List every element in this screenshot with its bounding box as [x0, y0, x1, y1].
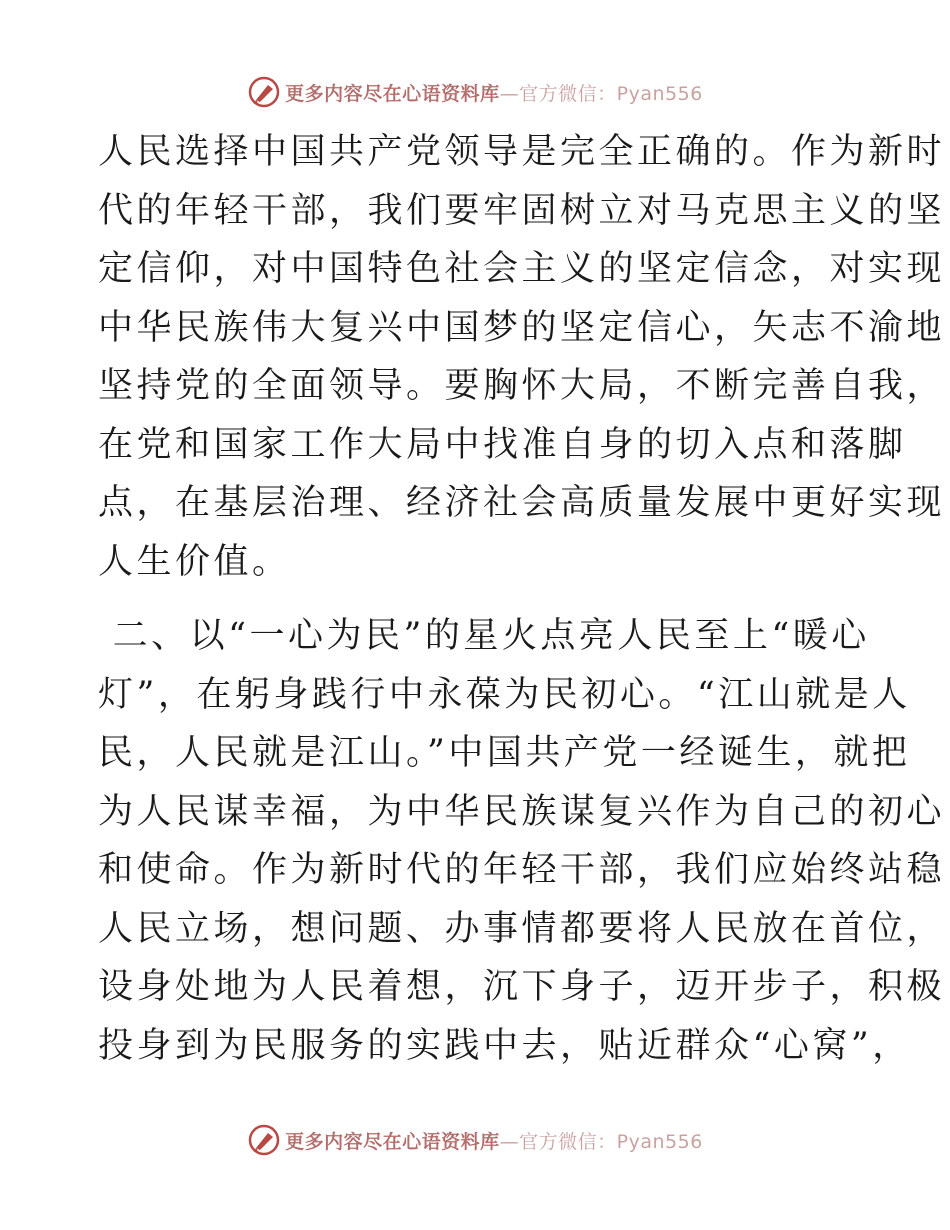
text-line: 人民选择中国共产党领导是完全正确的。作为新时 — [98, 132, 946, 172]
banner-text — [285, 79, 703, 106]
header-banner — [0, 72, 950, 112]
text-line: 代的年轻干部，我们要牢固树立对马克思主义的坚 — [98, 190, 946, 231]
text-line: 投身到为民服务的实践中去，贴近群众“心窝”， — [98, 1025, 911, 1066]
text-line: 坚持党的全面领导。要胸怀大局，不断完善自我， — [98, 366, 946, 406]
text-line: 在党和国家工作大局中找准自身的切入点和落脚 — [98, 424, 907, 465]
banner-lead: 更多内容尽在心语资料库 — [285, 82, 500, 105]
text-line: 二、以“一心为民”的星火点亮人民至上“暖心 — [98, 616, 870, 656]
paragraph-2 — [98, 607, 946, 1075]
text-line: 民，人民就是江山。”中国共产党一经诞生，就把 — [98, 733, 911, 773]
text-line: 中华民族伟大复兴中国梦的坚定信心，矢志不渝地 — [98, 307, 946, 348]
text-line: 设身处地为人民着想，沉下身子，迈开步子，积极 — [98, 967, 946, 1007]
text-line: 为人民谋幸福，为中华民族谋复兴作为自己的初心 — [98, 791, 946, 832]
pen-nib-logo-icon — [247, 1123, 281, 1157]
paragraph-gap — [98, 591, 858, 607]
text-line: 定信仰，对中国特色社会主义的坚定信念，对实现 — [98, 249, 946, 289]
text-line: 人民立场，想问题、办事情都要将人民放在首位， — [98, 908, 946, 949]
text-line: 点，在基层治理、经济社会高质量发展中更好实现 — [98, 483, 946, 523]
text-line: 人生价值。 — [98, 541, 291, 582]
banner-tail: —官方微信：Pyan556 — [499, 82, 703, 105]
text-line: 灯”，在躬身践行中永葆为民初心。“江山就是人 — [98, 674, 911, 715]
document-body — [98, 123, 946, 1075]
text-line: 和使命。作为新时代的年轻干部，我们应始终站稳 — [98, 850, 946, 890]
pen-nib-logo-icon — [247, 75, 281, 109]
banner-tail: —官方微信：Pyan556 — [499, 1130, 703, 1153]
banner-text — [285, 1127, 703, 1154]
paragraph-1 — [98, 123, 946, 591]
banner-lead: 更多内容尽在心语资料库 — [285, 1130, 500, 1153]
footer-banner — [0, 1120, 950, 1160]
